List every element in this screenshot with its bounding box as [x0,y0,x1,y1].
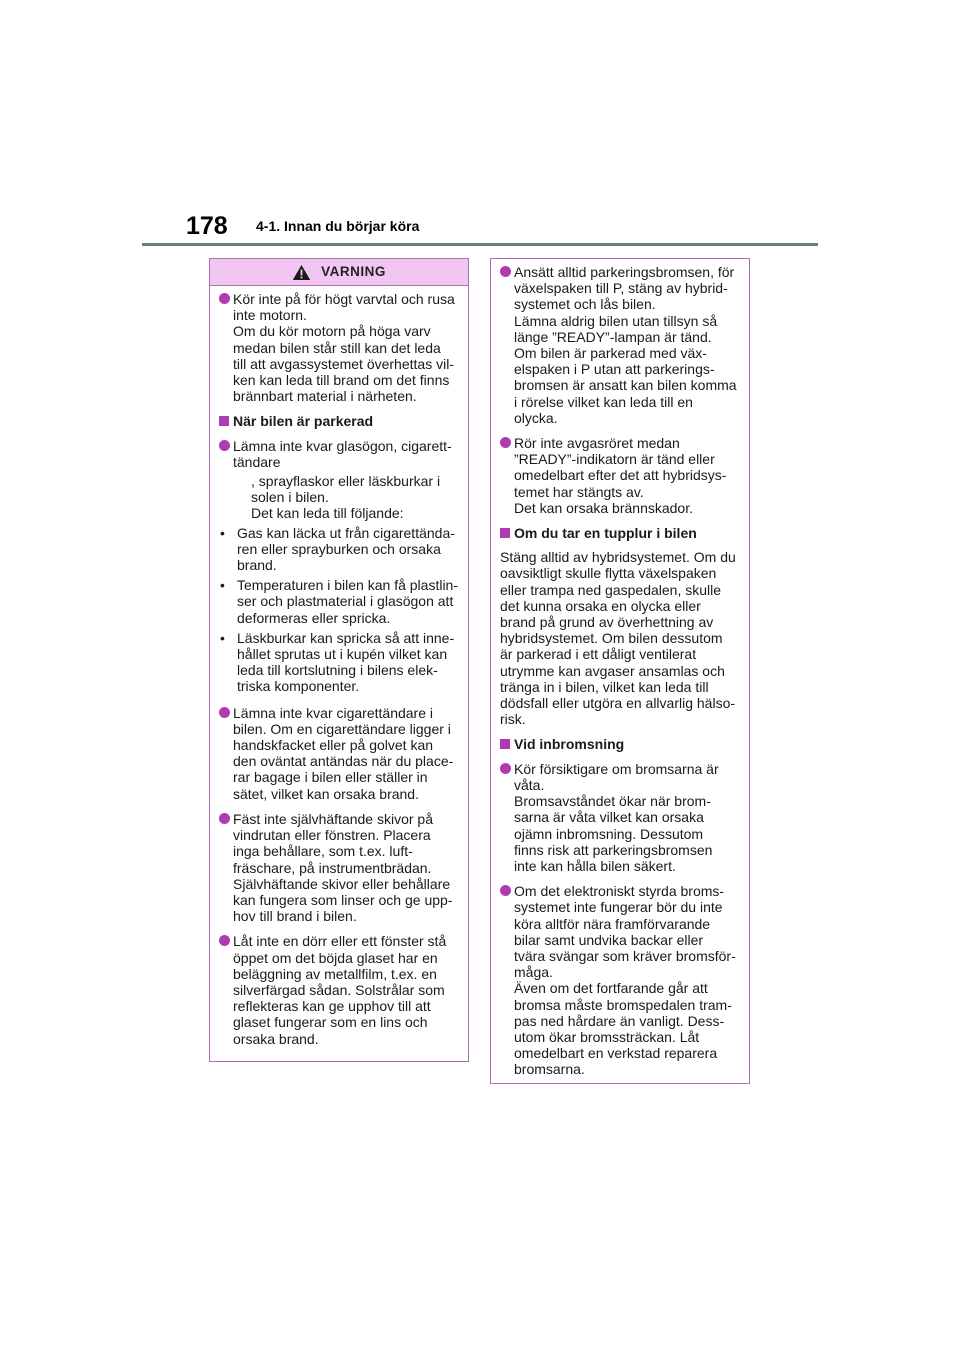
warning-item-lighters-lead: Lämna inte kvar glasögon, cigarett- tändare [219,438,460,470]
bullet-item: • Temperaturen i bilen kan få plastlin- ser och plastmaterial i glasögon att deformeras eller spricka. [219,577,460,626]
bullet-item: • Gas kan läcka ut från cigarettända- ren eller sprayburken och orsaka brand. [219,525,460,574]
warning-item-engine: Kör inte på för högt varvtal och rusa inte motorn. Om du kör motorn på höga varv medan bilen står still kan det leda till att avgassystemet överhettas vil- ken kan leda till brand om det finns brännbart material i närheten. [219,291,460,404]
warning-item-electronic-brakes: Om det elektroniskt styrda broms- systemet inte fungerar bör du inte köra alltför nära framförvarande bilar samt undvika backar eller tvära svängar som kräver bromsför- måga. Även om det fortfarande går att bromsa måste bromspedalen tram- pas ned hårdare än vanligt. Dess- utom ökar bromssträckan. Låt omedelbart en verkstad reparera bromsarna. [500,883,741,1077]
warning-item-adhesive-discs: Fäst inte självhäftande skivor på vindrutan eller fönstren. Placera inga behållare, som t.ex. luft- fräschare, på instrumentbrädan. Självhäftande skivor eller behållare kan fungera som linser och ge upp- hov till brand i bilen. [219,811,460,924]
warning-box-right [490,258,750,1084]
warning-item-wet-brakes: Kör försiktigare om bromsarna är våta. Bromsavståndet ökar när brom- sarna är våta vilket kan orsaka ojämn inbromsning. Dessutom finns risk att parkeringsbromsen inte kan hålla bilen säkert. [500,761,741,874]
warning-item-parking-brake: Ansätt alltid parkeringsbromsen, för växelspaken till P, stäng av hybrid- systemet och lås bilen. Lämna aldrig bilen utan tillsyn så länge ”READY”-lampan är tänd. Om bilen är parkerad med väx- elspaken i P utan att parkerings- bromsen är ansatt kan bilen komma i rörelse vilket kan leda till en olycka. [500,264,741,426]
warning-item-lighters-cont: , sprayflaskor eller läskburkar i solen i bilen. Det kan leda till följande: [251,473,441,522]
header-divider [142,243,818,246]
subheading-braking: Vid inbromsning [500,736,741,752]
bullet-item: • Läskburkar kan spricka så att inne- hållet sprutas ut i kupén vilket kan leda till kortslutning i bilens elek- triska komponenter. [219,630,460,695]
warning-item-lighter-in-car: Lämna inte kvar cigarettändare i bilen. Om en cigarettändare ligger i handskfacket eller på golvet kan den oväntat antändas när du place- rar bagage i bilen eller ställer in sätet, vilket kan orsaka brand. [219,705,460,802]
subheading-parked: När bilen är parkerad [219,413,460,429]
warning-header [210,259,468,286]
warning-item-open-window: Låt inte en dörr eller ett fönster stå öppet om det böjda glaset har en beläggning av metallfilm, t.ex. en silverfärgad sådan. Solstrålar som reflekteras kan ge upphov till att glaset fungerar som en lins och orsaka brand. [219,933,460,1046]
nap-paragraph: Stäng alltid av hybridsystemet. Om du oavsiktligt skulle flytta växelspaken eller trampa ned gaspedalen, skulle det kunna orsaka en olycka eller brand på grund av överhettning av hybridsystemet. Om bilen dessutom är parkerad i ett dåligt ventilerat utrymme kan avgaser ansamlas och tränga in i bilen, vilket kan leda till dödsfall eller utgöra en allvarlig hälso- risk. [500,549,736,728]
warning-triangle-icon [292,264,311,281]
page-number: 178 [186,212,228,240]
warning-box-left [209,258,469,1062]
warning-item-exhaust: Rör inte avgasröret medan ”READY”-indikatorn är tänd eller omedelbart efter det att hybridsys- temet har stängts av. Det kan orsaka brännskador. [500,435,741,516]
subheading-nap: Om du tar en tupplur i bilen [500,525,741,541]
warning-title: VARNING [321,263,386,279]
section-title: 4-1. Innan du börjar köra [256,218,420,234]
